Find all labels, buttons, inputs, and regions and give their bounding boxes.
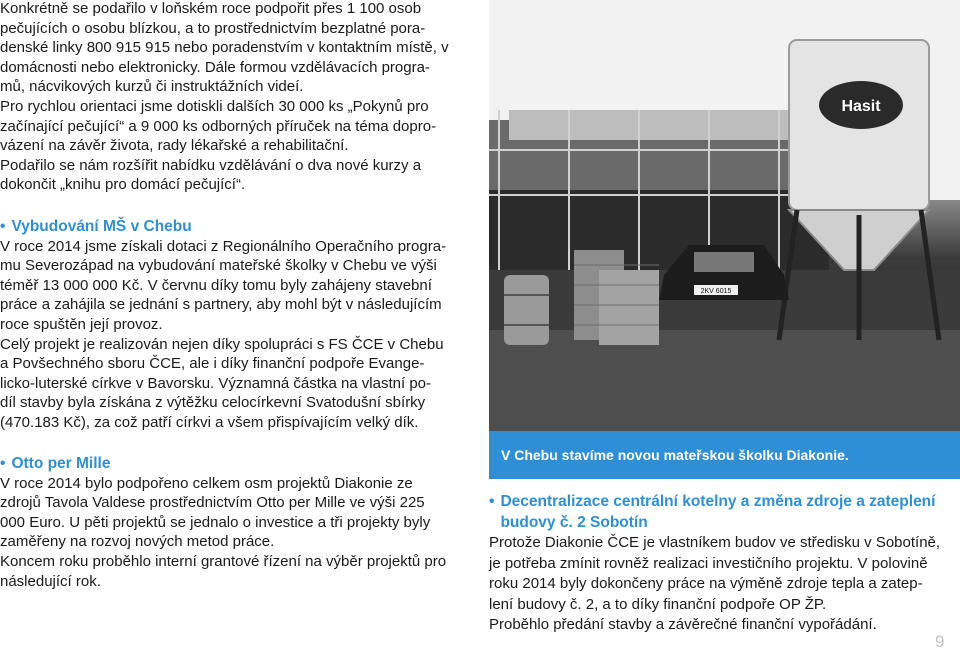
otto-line: V roce 2014 bylo podpořeno celkem osm projektů Diakonie ze: [0, 474, 413, 492]
kindergarten-line: licko-luterské církve v Bavorsku. Významná částka na vlastní po-: [0, 374, 432, 392]
boiler-line: je potřeba zmínit rovněž realizaci investičního projektu. V polovině: [489, 554, 928, 572]
right-column: [489, 492, 959, 636]
intro-line: začínající pečující“ a 9 000 ks odborných příruček na téma dopro-: [0, 117, 437, 135]
intro-line: mů, nácvikových kurzů či instruktážních videí.: [0, 78, 304, 96]
kindergarten-heading: [0, 217, 475, 237]
kindergarten-line: téměř 13 000 000 Kč. V červnu díky tomu byly zahájeny stavební: [0, 276, 432, 294]
kindergarten-line: díl stavby byla získána z výtěžku celocírkevní Svatodušní sbírky: [0, 394, 426, 412]
intro-line: vázení na závěr života, rady lékařské a rehabilitační.: [0, 137, 349, 155]
intro-line: Podařilo se nám rozšířit nabídku vzdělávání o dva nové kurzy a: [0, 156, 422, 174]
page-number: 9: [935, 632, 945, 651]
otto-line: následující rok.: [0, 572, 101, 590]
kindergarten-line: roce spuštěn její provoz.: [0, 315, 163, 333]
kindergarten-line: (470.183 Kč), za což patří církvi a všem přispívajícím velký dík.: [0, 413, 419, 431]
kindergarten-heading-text: Vybudování MŠ v Chebu: [11, 218, 192, 235]
otto-heading-text: Otto per Mille: [11, 455, 111, 472]
otto-line: 000 Euro. U pěti projektů se jednalo o investice a tři projekty byly: [0, 513, 431, 531]
otto-line: Koncem roku proběhlo interní grantové řízení na výběr projektů pro: [0, 552, 447, 570]
kindergarten-line: V roce 2014 jsme získali dotaci z Regionálního Operačního progra-: [0, 237, 447, 255]
kindergarten-section: [0, 217, 475, 433]
intro-line: pečujících o osobu blízkou, a to prostřednictvím bezplatné pora-: [0, 19, 426, 37]
bullet-icon: •: [0, 455, 6, 472]
boiler-heading: [489, 492, 959, 533]
intro-line: Pro rychlou orientaci jsme dotiskli dalších 30 000 ks „Pokynů pro: [0, 97, 429, 115]
kindergarten-line: práce a zahájila se jednání s partnery, aby mohl být v následujícím: [0, 296, 442, 314]
otto-section: [0, 454, 475, 591]
construction-site-illustration: [489, 0, 960, 431]
otto-line: zaměřeny na rozvoj nových metod práce.: [0, 533, 275, 551]
boiler-line: roku 2014 byly dokončeny práce na výměně zdroje tepla a zatep-: [489, 575, 923, 592]
boiler-line: Protože Diakonie ČCE je vlastníkem budov ve středisku v Sobotíně,: [489, 534, 941, 551]
license-plate-text: 2KV 6015: [700, 288, 732, 295]
boiler-heading-line: Decentralizace centrální kotelny a změna zdroje a zateplení: [500, 493, 936, 510]
intro-line: denské linky 800 915 915 nebo poradenstvím v kontaktním místě, v: [0, 39, 449, 57]
intro-section: [0, 0, 475, 195]
kindergarten-line: mu Severozápad na vybudování mateřské školky v Chebu ve výši: [0, 257, 437, 275]
intro-line: dokončit „knihu pro domácí pečující“.: [0, 176, 246, 194]
construction-site-photo: [489, 0, 960, 431]
otto-heading: [0, 454, 475, 474]
boiler-line: lení budovy č. 2, a to díky finanční podpoře OP ŽP.: [489, 595, 827, 613]
silo-sign-text: Hasit: [841, 98, 881, 115]
kindergarten-line: Celý projekt je realizován nejen díky spolupráci s FS ČCE v Chebu: [0, 335, 444, 353]
intro-line: domácnosti nebo elektronicky. Dále formou vzdělávacích progra-: [0, 58, 430, 76]
boiler-heading-line: budovy č. 2 Sobotín: [500, 513, 648, 531]
boiler-heading-text: [500, 492, 935, 533]
bullet-icon: •: [0, 218, 6, 235]
otto-line: zdrojů Tavola Valdese prostřednictvím Otto per Mille ve výši 225: [0, 494, 425, 512]
boiler-line: Proběhlo předání stavby a závěrečné finanční vypořádání.: [489, 616, 877, 633]
kindergarten-line: a Povšechného sboru ČCE, ale i díky finanční podpoře Evange-: [0, 355, 425, 373]
photo-caption: V Chebu stavíme novou mateřskou školku Diakonie.: [489, 431, 960, 479]
bullet-icon: •: [489, 493, 495, 510]
intro-line: Konkrétně se podařilo v loňském roce podpořit přes 1 100 osob: [0, 0, 422, 17]
